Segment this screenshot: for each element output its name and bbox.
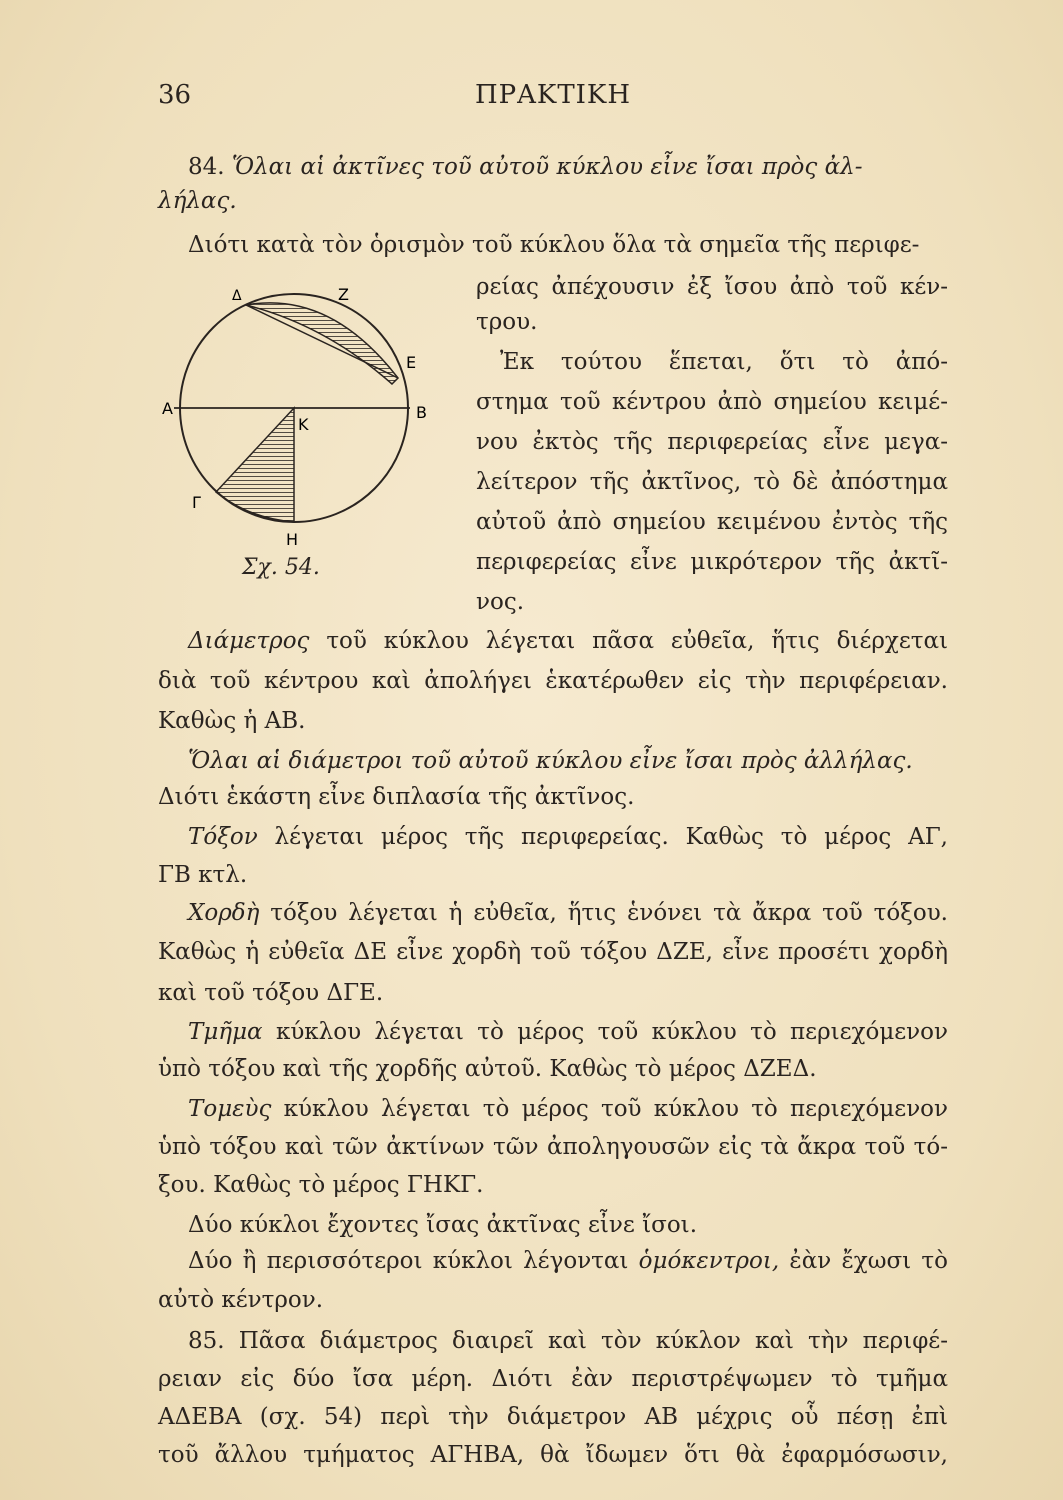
- text-span: τόξου λέγεται ἡ εὐθεῖα, ἥτις ἑνόνει τὰ ἄκρα τοῦ τόξου.: [270, 900, 948, 926]
- term: Τμῆμα: [188, 1019, 263, 1045]
- text-line: Καθὼς ἡ εὐθεῖα ΔΕ εἶνε χορδὴ τοῦ τόξου ΔΖΕ, εἶνε προσέτι χορδὴ: [158, 939, 948, 965]
- section-number: 84.: [188, 154, 225, 180]
- term: Τομεὺς: [188, 1096, 272, 1122]
- text-line: ΑΔΕΒΑ (σχ. 54) περὶ τὴν διάμετρον ΑΒ μέχρις οὗ πέσῃ ἐπὶ: [158, 1404, 948, 1430]
- segment-dze: [246, 303, 398, 384]
- figure-caption: Σχ. 54.: [242, 555, 320, 580]
- term: Χορδὴ: [188, 900, 260, 926]
- text-line: ὑπὸ τόξου καὶ τῶν ἀκτίνων τῶν ἀποληγουσῶν εἰς τὰ ἄκρα τοῦ τό-: [158, 1134, 948, 1160]
- text-line: ὑπὸ τόξου καὶ τῆς χορδῆς αὐτοῦ. Καθὼς τὸ μέρος ΔΖΕΔ.: [158, 1056, 817, 1082]
- text-line: ρειαν εἰς δύο ἴσα μέρη. Διότι ἐὰν περιστρέψωμεν τὸ τμῆμα: [158, 1366, 948, 1392]
- text-line: περιφερείας εἶνε μικρότερον τῆς ἀκτῖ-: [476, 549, 948, 575]
- text-line: Δύο κύκλοι ἔχοντες ἴσας ἀκτῖνας εἶνε ἴσοι.: [188, 1212, 698, 1238]
- term: ὁμόκεντροι,: [638, 1248, 780, 1274]
- geometry-figure: [160, 280, 440, 600]
- text-line: τρου.: [476, 309, 538, 335]
- text-span: λέγεται μέρος τῆς περιφερείας. Καθὼς τὸ μέρος ΑΓ,: [274, 824, 948, 850]
- text-line: ΓΒ κτλ.: [158, 862, 248, 888]
- label-gamma: Γ: [192, 493, 201, 512]
- text-line: Ἐκ τούτου ἕπεται, ὅτι τὸ ἀπό-: [500, 349, 948, 375]
- text-line: [158, 150, 948, 184]
- text-span: κύκλου λέγεται τὸ μέρος τοῦ κύκλου τὸ περιεχόμενον: [275, 1019, 948, 1045]
- text-line: αὐτοῦ ἀπὸ σημείου κειμένου ἐντὸς τῆς: [476, 509, 948, 535]
- theorem-text: λήλας.: [158, 188, 237, 214]
- page-number: 36: [158, 80, 192, 110]
- term: Τόξον: [188, 824, 258, 850]
- page-header: [158, 80, 948, 120]
- label-epsilon: Ε: [406, 353, 417, 372]
- text-line: ρείας ἀπέχουσιν ἐξ ἴσου ἀπὸ τοῦ κέν-: [476, 274, 948, 300]
- label-delta: Δ: [232, 288, 242, 304]
- sector-gkh: [216, 408, 294, 522]
- text-line: καὶ τοῦ τόξου ΔΓΕ.: [158, 980, 384, 1006]
- text-span: τοῦ κύκλου λέγεται πᾶσα εὐθεῖα, ἥτις διέρχεται: [326, 628, 949, 654]
- text-line: [158, 820, 948, 854]
- text-line: λείτερον τῆς ἀκτῖνος, τὸ δὲ ἀπόστημα: [476, 469, 948, 495]
- text-line: [158, 1092, 948, 1126]
- text-span: κύκλου λέγεται τὸ μέρος τοῦ κύκλου τὸ περιεχόμενον: [283, 1096, 949, 1122]
- text-line: στημα τοῦ κέντρου ἀπὸ σημείου κειμέ-: [476, 389, 948, 415]
- text-line: Διότι ἑκάστη εἶνε διπλασία τῆς ἀκτῖνος.: [158, 784, 635, 810]
- label-zeta: Ζ: [338, 285, 349, 304]
- text-line: Διότι κατὰ τὸν ὁρισμὸν τοῦ κύκλου ὅλα τὰ σημεῖα τῆς περιφε-: [188, 232, 920, 258]
- label-eta: Η: [286, 530, 299, 549]
- label-kappa: Κ: [298, 415, 309, 434]
- text-line: [158, 744, 978, 778]
- term: Διάμετρος: [188, 628, 310, 654]
- text-span: ἐὰν ἔχωσι τὸ: [789, 1248, 948, 1274]
- text-line: [158, 1244, 948, 1278]
- theorem-text: Ὅλαι αἱ διάμετροι τοῦ αὐτοῦ κύκλου εἶνε ἴσαι πρὸς ἀλλήλας.: [188, 748, 913, 774]
- text-span: Δύο ἢ περισσότεροι κύκλοι λέγονται: [188, 1248, 629, 1274]
- text-line: [158, 624, 948, 658]
- text-line: αὐτὸ κέντρον.: [158, 1287, 324, 1313]
- text-line: νος.: [476, 589, 525, 615]
- text-line: [158, 184, 948, 218]
- label-alpha: Α: [162, 399, 173, 418]
- text-line: τοῦ ἄλλου τμήματος ΑΓΗΒΑ, θὰ ἴδωμεν ὅτι θὰ ἐφαρμόσωσιν,: [158, 1442, 948, 1468]
- text-line: 85. Πᾶσα διάμετρος διαιρεῖ καὶ τὸν κύκλον καὶ τὴν περιφέ-: [188, 1328, 948, 1354]
- label-beta: Β: [416, 403, 427, 422]
- theorem-text: Ὅλαι αἱ ἀκτῖνες τοῦ αὐτοῦ κύκλου εἶνε ἴσαι πρὸς ἀλ-: [231, 154, 863, 180]
- text-line: ξου. Καθὼς τὸ μέρος ΓΗΚΓ.: [158, 1172, 484, 1198]
- text-line: νου ἐκτὸς τῆς περιφερείας εἶνε μεγα-: [476, 429, 948, 455]
- text-line: [158, 1015, 948, 1049]
- running-head: ΠΡΑΚΤΙΚΗ: [474, 80, 632, 110]
- text-line: [158, 896, 948, 930]
- circle-diagram: [160, 280, 440, 600]
- text-line: Καθὼς ἡ ΑΒ.: [158, 708, 306, 734]
- text-line: διὰ τοῦ κέντρου καὶ ἀπολήγει ἑκατέρωθεν εἰς τὴν περιφέρειαν.: [158, 668, 948, 694]
